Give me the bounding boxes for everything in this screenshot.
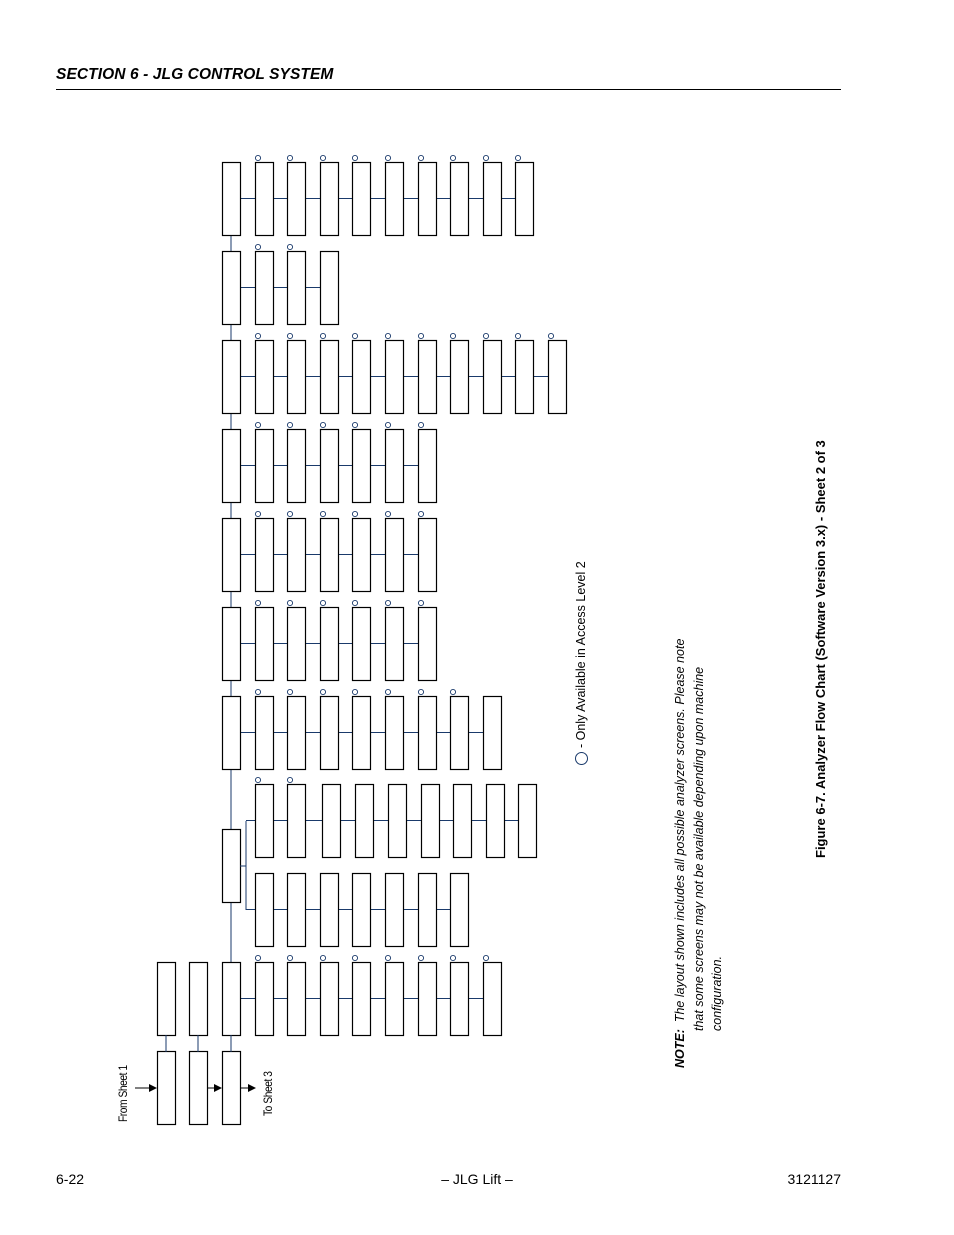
screen-box bbox=[487, 785, 505, 858]
screen-box bbox=[516, 341, 534, 414]
screen-box bbox=[256, 163, 274, 236]
access-level-circle-icon bbox=[287, 511, 292, 516]
access-level-circle-icon bbox=[255, 155, 260, 160]
screen-box bbox=[256, 874, 274, 947]
access-level-circle-icon bbox=[418, 333, 423, 338]
screen-box bbox=[451, 341, 469, 414]
screen-box bbox=[256, 697, 274, 770]
doc-number: 3121127 bbox=[787, 1171, 841, 1187]
access-level-circle-icon bbox=[385, 422, 390, 427]
screen-box bbox=[256, 252, 274, 325]
from-sheet-arrow-head bbox=[149, 1084, 157, 1092]
screen-box bbox=[484, 341, 502, 414]
screen-box bbox=[422, 785, 440, 858]
screen-box bbox=[386, 874, 404, 947]
access-level-circle-icon bbox=[320, 422, 325, 427]
access-level-circle-icon bbox=[287, 155, 292, 160]
screen-box bbox=[451, 163, 469, 236]
screen-box bbox=[549, 341, 567, 414]
access-level-circle-icon bbox=[287, 600, 292, 605]
screen-box bbox=[288, 785, 306, 858]
screen-box bbox=[353, 874, 371, 947]
screen-box bbox=[386, 430, 404, 503]
screen-box bbox=[419, 608, 437, 681]
page-number: 6-22 bbox=[56, 1171, 85, 1187]
screen-box bbox=[519, 785, 537, 858]
access-level-circle-icon bbox=[352, 955, 357, 960]
access-level-circle-icon bbox=[255, 333, 260, 338]
section-title: SECTION 6 - JLG CONTROL SYSTEM bbox=[56, 66, 334, 83]
access-level-circle-icon bbox=[255, 511, 260, 516]
screen-box bbox=[321, 519, 339, 592]
access-level-circle-icon bbox=[450, 155, 455, 160]
access-level-circle-icon bbox=[450, 955, 455, 960]
screen-box bbox=[323, 785, 341, 858]
note-line-1: NOTE: The layout shown includes all possible analyzer screens. Please note bbox=[673, 638, 687, 1068]
access-level-circle-icon bbox=[320, 333, 325, 338]
access-level-circle-icon bbox=[287, 955, 292, 960]
access-level-circle-icon bbox=[320, 511, 325, 516]
screen-box bbox=[223, 963, 241, 1036]
access-level-legend bbox=[574, 561, 588, 765]
screen-box bbox=[419, 430, 437, 503]
access-level-circle-icon bbox=[287, 422, 292, 427]
legend-text: - Only Available in Access Level 2 bbox=[574, 561, 588, 748]
screen-box bbox=[386, 697, 404, 770]
access-level-circle-icon bbox=[515, 333, 520, 338]
screen-box bbox=[484, 963, 502, 1036]
screen-box bbox=[288, 697, 306, 770]
screen-box bbox=[223, 608, 241, 681]
access-level-circle-icon bbox=[255, 689, 260, 694]
note-line-3: configuration. bbox=[710, 955, 724, 1031]
access-level-circle-icon bbox=[320, 689, 325, 694]
screen-box bbox=[389, 785, 407, 858]
access-level-circle-icon bbox=[450, 333, 455, 338]
screen-box bbox=[256, 963, 274, 1036]
access-level-circle-icon bbox=[255, 244, 260, 249]
screen-box bbox=[321, 430, 339, 503]
access-level-circle-icon bbox=[450, 689, 455, 694]
screen-box bbox=[451, 963, 469, 1036]
screen-box bbox=[321, 874, 339, 947]
screen-box bbox=[256, 519, 274, 592]
access-level-circle-icon bbox=[483, 955, 488, 960]
access-level-circle-icon bbox=[385, 155, 390, 160]
screen-box bbox=[256, 430, 274, 503]
screen-box bbox=[386, 963, 404, 1036]
access-level-circle-icon bbox=[352, 511, 357, 516]
note-label: NOTE: bbox=[673, 1029, 687, 1068]
access-level-circle-icon bbox=[483, 333, 488, 338]
screen-box bbox=[321, 963, 339, 1036]
screen-box bbox=[223, 1052, 241, 1125]
screen-box bbox=[484, 697, 502, 770]
screen-box bbox=[419, 163, 437, 236]
access-level-circle-icon bbox=[320, 600, 325, 605]
link-arrow-head bbox=[214, 1084, 222, 1092]
screen-box bbox=[353, 163, 371, 236]
screen-box bbox=[158, 1052, 176, 1125]
access-level-circle-icon bbox=[385, 600, 390, 605]
access-level-circle-icon bbox=[287, 777, 292, 782]
screen-box bbox=[288, 341, 306, 414]
to-sheet-label: To Sheet 3 bbox=[261, 1071, 275, 1116]
access-level-circle-icon bbox=[320, 155, 325, 160]
to-sheet-arrow-head bbox=[248, 1084, 256, 1092]
screen-box bbox=[386, 519, 404, 592]
screen-box bbox=[356, 785, 374, 858]
screen-box bbox=[223, 341, 241, 414]
screen-box bbox=[288, 608, 306, 681]
access-level-circle-icon bbox=[418, 955, 423, 960]
screen-box bbox=[223, 519, 241, 592]
access-level-circle-icon bbox=[418, 155, 423, 160]
screen-box bbox=[288, 963, 306, 1036]
figure-caption: Figure 6-7. Analyzer Flow Chart (Software Version 3.x) - Sheet 2 of 3 bbox=[813, 440, 828, 858]
access-level-circle-icon bbox=[483, 155, 488, 160]
screen-box bbox=[288, 252, 306, 325]
screen-box bbox=[256, 608, 274, 681]
screen-box bbox=[190, 963, 208, 1036]
screen-box bbox=[419, 519, 437, 592]
screen-box bbox=[223, 430, 241, 503]
access-level-circle-icon bbox=[287, 244, 292, 249]
access-level-circle-icon bbox=[352, 600, 357, 605]
access-level-circle-icon bbox=[418, 422, 423, 427]
access-level-circle-icon bbox=[320, 955, 325, 960]
screen-box bbox=[353, 697, 371, 770]
screen-box bbox=[353, 430, 371, 503]
screen-box bbox=[223, 252, 241, 325]
from-sheet-label: From Sheet 1 bbox=[116, 1065, 130, 1122]
screen-box bbox=[353, 341, 371, 414]
screen-box bbox=[256, 341, 274, 414]
screen-box bbox=[353, 519, 371, 592]
screen-box bbox=[288, 874, 306, 947]
screen-box bbox=[190, 1052, 208, 1125]
access-level-circle-icon bbox=[385, 511, 390, 516]
screen-box bbox=[288, 163, 306, 236]
screen-box bbox=[451, 697, 469, 770]
access-level-circle-icon bbox=[352, 333, 357, 338]
screen-box bbox=[321, 252, 339, 325]
screen-box bbox=[223, 697, 241, 770]
access-level-circle-icon bbox=[418, 600, 423, 605]
note-block bbox=[671, 568, 727, 1068]
access-level-circle-icon bbox=[385, 333, 390, 338]
screen-box bbox=[158, 963, 176, 1036]
screen-box bbox=[419, 963, 437, 1036]
access-level-circle-icon bbox=[548, 333, 553, 338]
screen-box bbox=[353, 963, 371, 1036]
access-level-circle-icon bbox=[385, 955, 390, 960]
screen-box bbox=[256, 785, 274, 858]
access-level-circle-icon bbox=[255, 422, 260, 427]
screen-box bbox=[386, 341, 404, 414]
screen-box bbox=[321, 697, 339, 770]
screen-box bbox=[321, 163, 339, 236]
screen-box bbox=[386, 608, 404, 681]
screen-box bbox=[484, 163, 502, 236]
access-level-circle-icon bbox=[385, 689, 390, 694]
screen-box bbox=[419, 874, 437, 947]
screen-box bbox=[223, 830, 241, 903]
screen-box bbox=[419, 341, 437, 414]
screen-box bbox=[516, 163, 534, 236]
screen-box bbox=[223, 163, 241, 236]
screen-box bbox=[386, 163, 404, 236]
screen-box bbox=[451, 874, 469, 947]
access-level-circle-icon bbox=[515, 155, 520, 160]
screen-box bbox=[353, 608, 371, 681]
footer-brand: – JLG Lift – bbox=[441, 1171, 513, 1187]
access-level-circle-icon bbox=[418, 689, 423, 694]
access-level-circle-icon bbox=[255, 600, 260, 605]
access-level-circle-icon bbox=[352, 422, 357, 427]
access-level-circle-icon bbox=[255, 955, 260, 960]
screen-box bbox=[288, 430, 306, 503]
screen-box bbox=[321, 608, 339, 681]
screen-box bbox=[321, 341, 339, 414]
screen-box bbox=[419, 697, 437, 770]
screen-box bbox=[288, 519, 306, 592]
access-level-circle-icon bbox=[287, 333, 292, 338]
access-level-circle-icon bbox=[255, 777, 260, 782]
note-line-2: that some screens may not be available depending upon machine bbox=[691, 666, 706, 1031]
access-level-circle-icon bbox=[352, 689, 357, 694]
access-level-circle-icon bbox=[287, 689, 292, 694]
access-level-circle-icon bbox=[352, 155, 357, 160]
screen-box bbox=[454, 785, 472, 858]
access-level-circle-icon bbox=[418, 511, 423, 516]
access-level-circle-icon bbox=[575, 752, 588, 765]
